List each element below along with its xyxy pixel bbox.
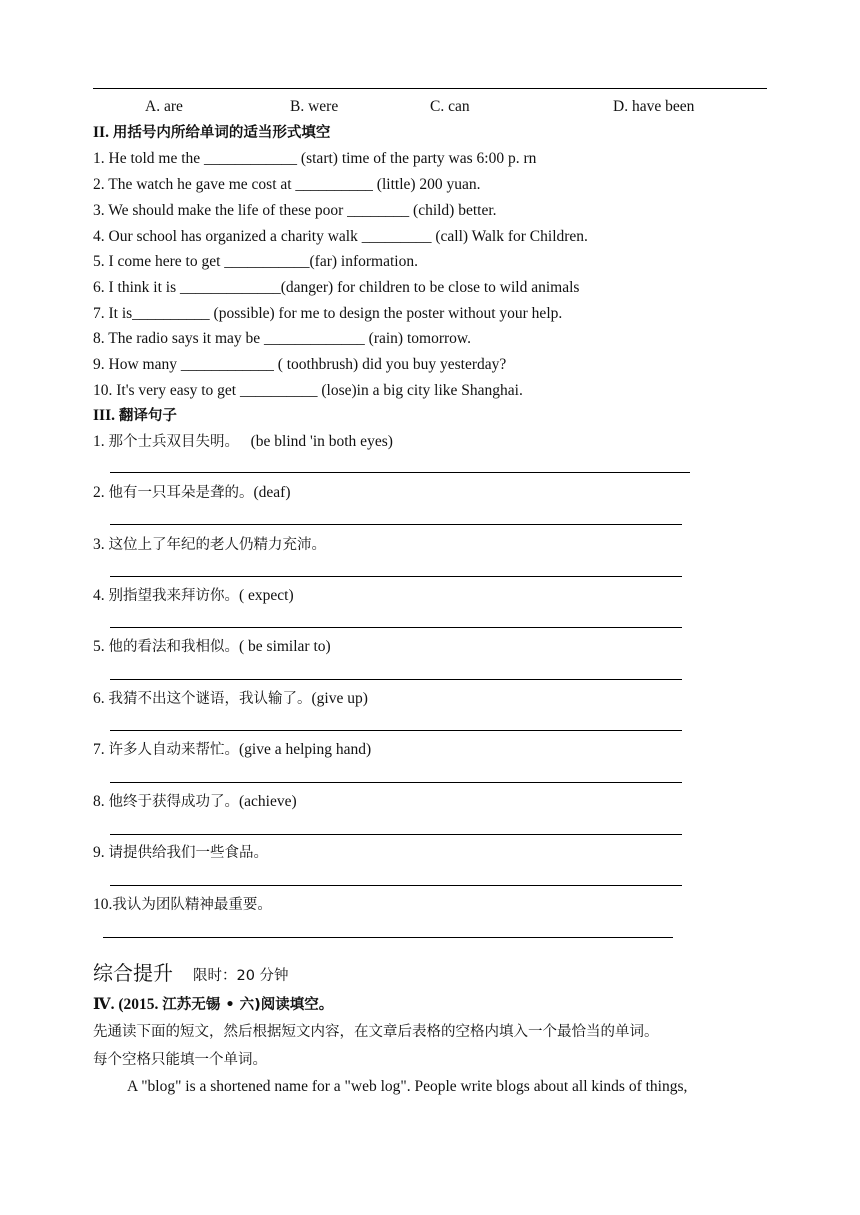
section-4-heading <box>93 995 333 1015</box>
answer-line-8[interactable] <box>110 834 682 835</box>
translate-item-9: 9. 请提供给我们一些食品。 <box>93 844 268 861</box>
section-3-title: 翻译句子 <box>118 408 177 424</box>
fill-item-9: 9. How many ____________ ( toothbrush) did you buy yesterday? <box>93 356 507 373</box>
section-4-source: 江苏无锡 • 六)阅读填空。 <box>162 997 334 1013</box>
section-2-heading <box>93 123 330 143</box>
fill-item-2: 2. The watch he gave me cost at __________ (little) 200 yuan. <box>93 176 481 193</box>
time-limit: 限时：20 分钟 <box>193 968 289 984</box>
answer-line-5[interactable] <box>110 679 682 680</box>
fill-item-10: 10. It's very easy to get __________ (lose)in a big city like Shanghai. <box>93 382 523 399</box>
section-3-number: III. <box>93 407 115 424</box>
answer-line-10[interactable] <box>103 937 673 938</box>
option-d: D. have been <box>613 98 695 115</box>
fill-item-4: 4. Our school has organized a charity walk _________ (call) Walk for Children. <box>93 228 588 245</box>
translate-item-6: 6. 我猜不出这个谜语，我认输了。(give up) <box>93 690 368 707</box>
translate-item-8: 8. 他终于获得成功了。(achieve) <box>93 793 297 810</box>
instruction-line-1: 先通读下面的短文，然后根据短文内容，在文章后表格的空格内填入一个最恰当的单词。 <box>93 1024 659 1040</box>
instruction-line-2: 每个空格只能填一个单词。 <box>93 1052 267 1068</box>
translate-item-10: 10.我认为团队精神最重要。 <box>93 896 272 913</box>
translate-item-2: 2. 他有一只耳朵是聋的。(deaf) <box>93 484 291 501</box>
section-heading <box>93 957 289 986</box>
section-4-label: Ⅳ. (2015. <box>93 996 159 1013</box>
answer-line-9[interactable] <box>110 885 682 886</box>
section-2-title: 用括号内所给单词的适当形式填空 <box>112 125 331 141</box>
fill-item-1: 1. He told me the ____________ (start) time of the party was 6:00 p. rn <box>93 150 537 167</box>
answer-line-1[interactable] <box>110 472 690 473</box>
fill-item-5: 5. I come here to get ___________(far) information. <box>93 253 418 270</box>
heading-main: 综合提升 <box>93 961 173 985</box>
translate-item-4: 4. 别指望我来拜访你。( expect) <box>93 587 294 604</box>
translate-item-3: 3. 这位上了年纪的老人仍精力充沛。 <box>93 536 326 553</box>
passage-first-line: A "blog" is a shortened name for a "web log". People write blogs about all kinds of things, <box>127 1078 688 1095</box>
option-b: B. were <box>290 98 339 115</box>
option-c: C. can <box>430 98 470 115</box>
translate-item-1: 1. 那个士兵双目失明。 (be blind 'in both eyes) <box>93 433 393 450</box>
answer-line-3[interactable] <box>110 576 682 577</box>
answer-line-6[interactable] <box>110 730 682 731</box>
top-rule <box>93 88 767 89</box>
answer-line-2[interactable] <box>110 524 682 525</box>
fill-item-7: 7. It is__________ (possible) for me to design the poster without your help. <box>93 305 563 322</box>
section-3-heading <box>93 406 177 426</box>
fill-item-3: 3. We should make the life of these poor ________ (child) better. <box>93 202 497 219</box>
answer-line-4[interactable] <box>110 627 682 628</box>
fill-item-8: 8. The radio says it may be _____________ (rain) tomorrow. <box>93 330 471 347</box>
answer-options <box>0 98 860 118</box>
section-2-number: II. <box>93 124 109 141</box>
fill-item-6: 6. I think it is _____________(danger) for children to be close to wild animals <box>93 279 580 296</box>
option-a: A. are <box>145 98 183 115</box>
translate-item-5: 5. 他的看法和我相似。( be similar to) <box>93 638 331 655</box>
answer-line-7[interactable] <box>110 782 682 783</box>
translate-item-7: 7. 许多人自动来帮忙。(give a helping hand) <box>93 741 372 758</box>
